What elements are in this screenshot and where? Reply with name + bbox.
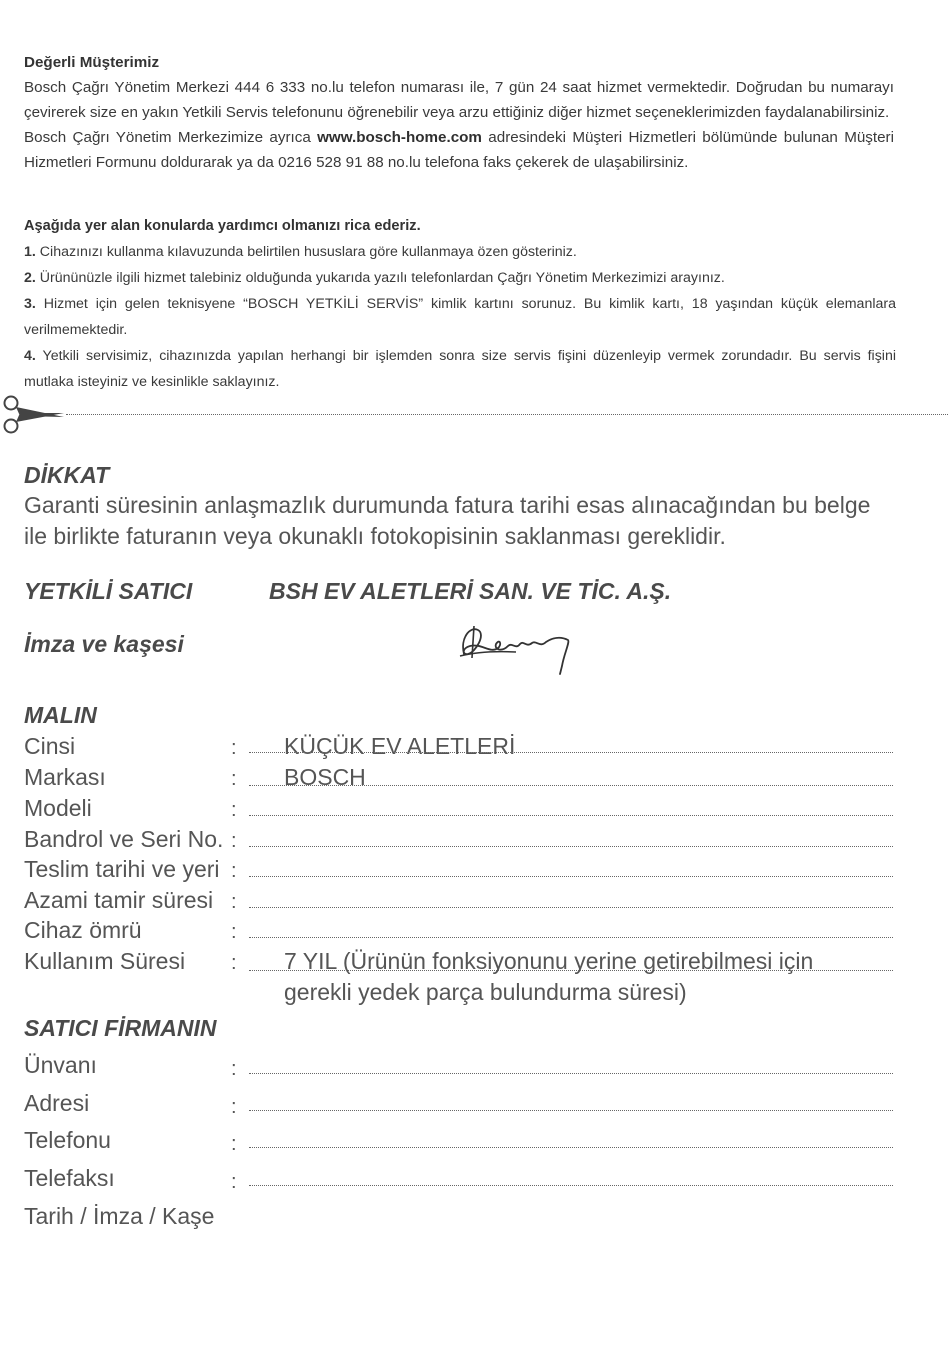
help-item [24, 265, 896, 291]
field-line [249, 815, 893, 816]
field-value[interactable]: BOSCH [284, 764, 366, 790]
notice-line-1: Garanti süresinin anlaşmazlık durumunda fatura tarihi esas alınacağından bu belge [24, 492, 871, 518]
product-title: MALIN [24, 702, 97, 728]
field-line [249, 937, 893, 938]
field-line[interactable] [249, 1073, 893, 1074]
date-signature-stamp-label: Tarih / İmza / Kaşe [24, 1203, 215, 1229]
field-colon: : [231, 921, 237, 943]
intro-title: Değerli Müşterimiz [24, 54, 160, 71]
help-item-text: Hizmet için gelen teknisyene “BOSCH YETKİLİ SERVİS” kimlik kartını sorunuz. Bu kimlik kartı, 18 yaşından küçük elemanlara verilmemektedir. [24, 296, 896, 338]
field-value[interactable]: 7 YIL (Ürünün fonksiyonunu yerine getirebilmesi için [284, 948, 814, 974]
scissors-icon [0, 394, 66, 436]
intro-paragraph-2 [24, 125, 894, 175]
signature-image [456, 618, 576, 676]
field-value[interactable]: KÜÇÜK EV ALETLERİ [284, 733, 516, 759]
field-colon: : [231, 891, 237, 913]
website-link[interactable]: www.bosch-home.com [317, 129, 482, 146]
field-label: Telefaksı [24, 1165, 115, 1191]
field-line [249, 846, 893, 847]
help-item-text: Ürününüzle ilgili hizmet talebiniz olduğunda yukarıda yazılı telefonlardan Çağrı Yönetim Merkezimizi arayınız. [39, 270, 725, 286]
help-item [24, 343, 896, 395]
field-label: Cihaz ömrü [24, 917, 142, 943]
notice-line-2: ile birlikte faturanın veya okunaklı fotokopisinin saklanması gereklidir. [24, 523, 726, 549]
field-colon: : [231, 1096, 237, 1118]
field-label: Ünvanı [24, 1052, 97, 1078]
field-line[interactable] [249, 1110, 893, 1111]
seller-name: BSH EV ALETLERİ SAN. VE TİC. A.Ş. [269, 578, 672, 604]
signature-label: İmza ve kaşesi [24, 631, 184, 657]
field-label: Kullanım Süresi [24, 948, 186, 974]
field-label: Telefonu [24, 1127, 111, 1153]
field-line [249, 785, 893, 786]
field-value-continued[interactable]: gerekli yedek parça bulundurma süresi) [284, 979, 687, 1005]
authorized-seller-label: YETKİLİ SATICI [24, 578, 193, 604]
field-label: Cinsi [24, 733, 76, 759]
field-line[interactable] [249, 1147, 893, 1148]
field-colon: : [231, 860, 237, 882]
intro-p2-after: adresindeki Müşteri Hizmetleri bölümünde bulunan Müşteri Hizmetleri Formunu doldurarak ya da 0216 528 91 88 no.lu telefona faks çekerek de ulaşabilirsiniz. [24, 129, 894, 171]
help-item [24, 239, 896, 265]
field-colon: : [231, 952, 237, 974]
intro-section [24, 50, 894, 175]
field-line [249, 907, 893, 908]
field-colon: : [231, 799, 237, 821]
field-label: Bandrol ve Seri No. [24, 826, 224, 852]
help-title: Aşağıda yer alan konularda yardımcı olmanızı rica ederiz. [24, 218, 421, 234]
notice-title: DİKKAT [24, 462, 110, 488]
field-colon: : [231, 1133, 237, 1155]
help-item-text: Cihazınızı kullanma kılavuzunda belirtilen hususlara göre kullanmaya özen gösteriniz. [39, 244, 577, 260]
help-item-text: Yetkili servisimiz, cihazınızda yapılan herhangi bir işlemden sonra size servis fişini düzenleyip vermek zorundadır. Bu servis fişini mutlaka isteyiniz ve kesinlikle saklayınız. [24, 348, 896, 390]
field-line[interactable] [249, 1185, 893, 1186]
field-colon: : [231, 1171, 237, 1193]
field-line [249, 970, 893, 971]
field-colon: : [231, 830, 237, 852]
help-item-number: 2. [24, 270, 36, 286]
field-label: Adresi [24, 1090, 90, 1116]
intro-paragraph-1: Bosch Çağrı Yönetim Merkezi 444 6 333 no.lu telefon numarası ile, 7 gün 24 saat hizmet vermektedir. Doğrudan bu numarayı çevirerek size en yakın Yetkili Servis telefonunu öğrenebilir veya arzu ettiğiniz diğer hizmet seçeneklerimizden faydalanabilirsiniz. [24, 79, 894, 121]
field-colon: : [231, 768, 237, 790]
field-colon: : [231, 1058, 237, 1080]
field-line [249, 876, 893, 877]
help-item [24, 291, 896, 343]
help-item-number: 3. [24, 296, 36, 312]
field-label: Teslim tarihi ve yeri [24, 856, 220, 882]
intro-p2-before: Bosch Çağrı Yönetim Merkezimize ayrıca [24, 129, 318, 146]
help-section [24, 213, 896, 395]
help-item-number: 1. [24, 244, 36, 260]
help-item-number: 4. [24, 348, 36, 364]
field-line [249, 752, 893, 753]
firm-title: SATICI FİRMANIN [24, 1015, 217, 1041]
field-colon: : [231, 737, 237, 759]
cut-line [66, 414, 948, 415]
field-label: Modeli [24, 795, 92, 821]
field-label: Markası [24, 764, 106, 790]
field-label: Azami tamir süresi [24, 887, 214, 913]
